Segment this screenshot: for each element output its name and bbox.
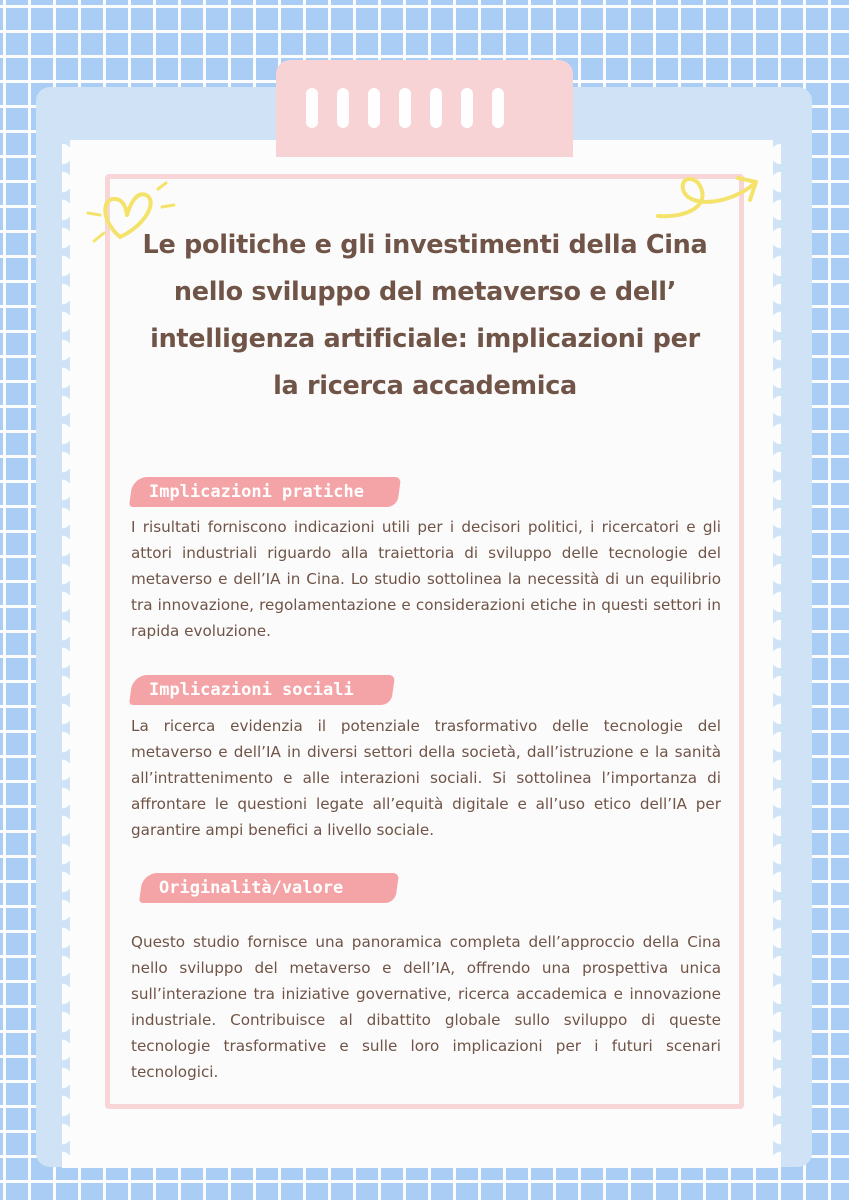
- section-heading-originality: [141, 873, 397, 903]
- section-heading-text: Implicazioni sociali: [149, 680, 354, 700]
- tab-slots: [306, 88, 504, 128]
- tab-slot: [492, 88, 504, 128]
- section-body-originality: Questo studio fornisce una panoramica completa dell’approccio della Cina nello sviluppo del metaverso e dell’IA, offrendo una prospettiva unica sull’interazione tra iniziative governative, ricerca accademica e innovazione industriale. Contribuisce al dibattito globale sullo sviluppo di queste tecnologie trasformative e sulle loro implicazioni per i futuri scenari tecnologici.: [131, 933, 721, 1081]
- tab-slot: [461, 88, 473, 128]
- section-body-practical: I risultati forniscono indicazioni utili per i decisori politici, i ricercatori e gli attori industriali riguardo alla traiettoria di sviluppo delle tecnologie del metaverso e dell’IA in Cina. Lo studio sottolinea la necessità di un equilibrio tra innovazione, regolamentazione e considerazioni etiche in questi settori in rapida evoluzione.: [131, 518, 721, 640]
- section-body-social: La ricerca evidenzia il potenziale trasformativo delle tecnologie del metaverso e dell’IA in diversi settori della società, dall’istruzione e la sanità all’intrattenimento e alle interazioni sociali. Si sottolinea l’importanza di affrontare le questioni legate all’equità digitale e all’uso etico dell’IA per garantire ampi benefici a livello sociale.: [131, 717, 721, 839]
- tab-slot: [368, 88, 380, 128]
- scalloped-edge-right: [767, 140, 781, 1168]
- tab-slot: [306, 88, 318, 128]
- section-heading-text: Originalità/valore: [159, 878, 344, 898]
- section-heading-text: Implicazioni pratiche: [149, 482, 364, 502]
- tab-slot: [337, 88, 349, 128]
- tab-slot: [399, 88, 411, 128]
- clipboard-tab: [276, 60, 573, 157]
- tab-slot: [430, 88, 442, 128]
- section-heading-social: [131, 675, 393, 705]
- curly-arrow-doodle-icon: [650, 160, 770, 230]
- section-heading-practical: [131, 477, 399, 507]
- scalloped-edge-left: [62, 140, 76, 1168]
- page-title: Le politiche e gli investimenti della Cina nello sviluppo del metaverso e dell’ intelligenza artificiale: implicazioni per la ricerca accademica: [142, 230, 708, 401]
